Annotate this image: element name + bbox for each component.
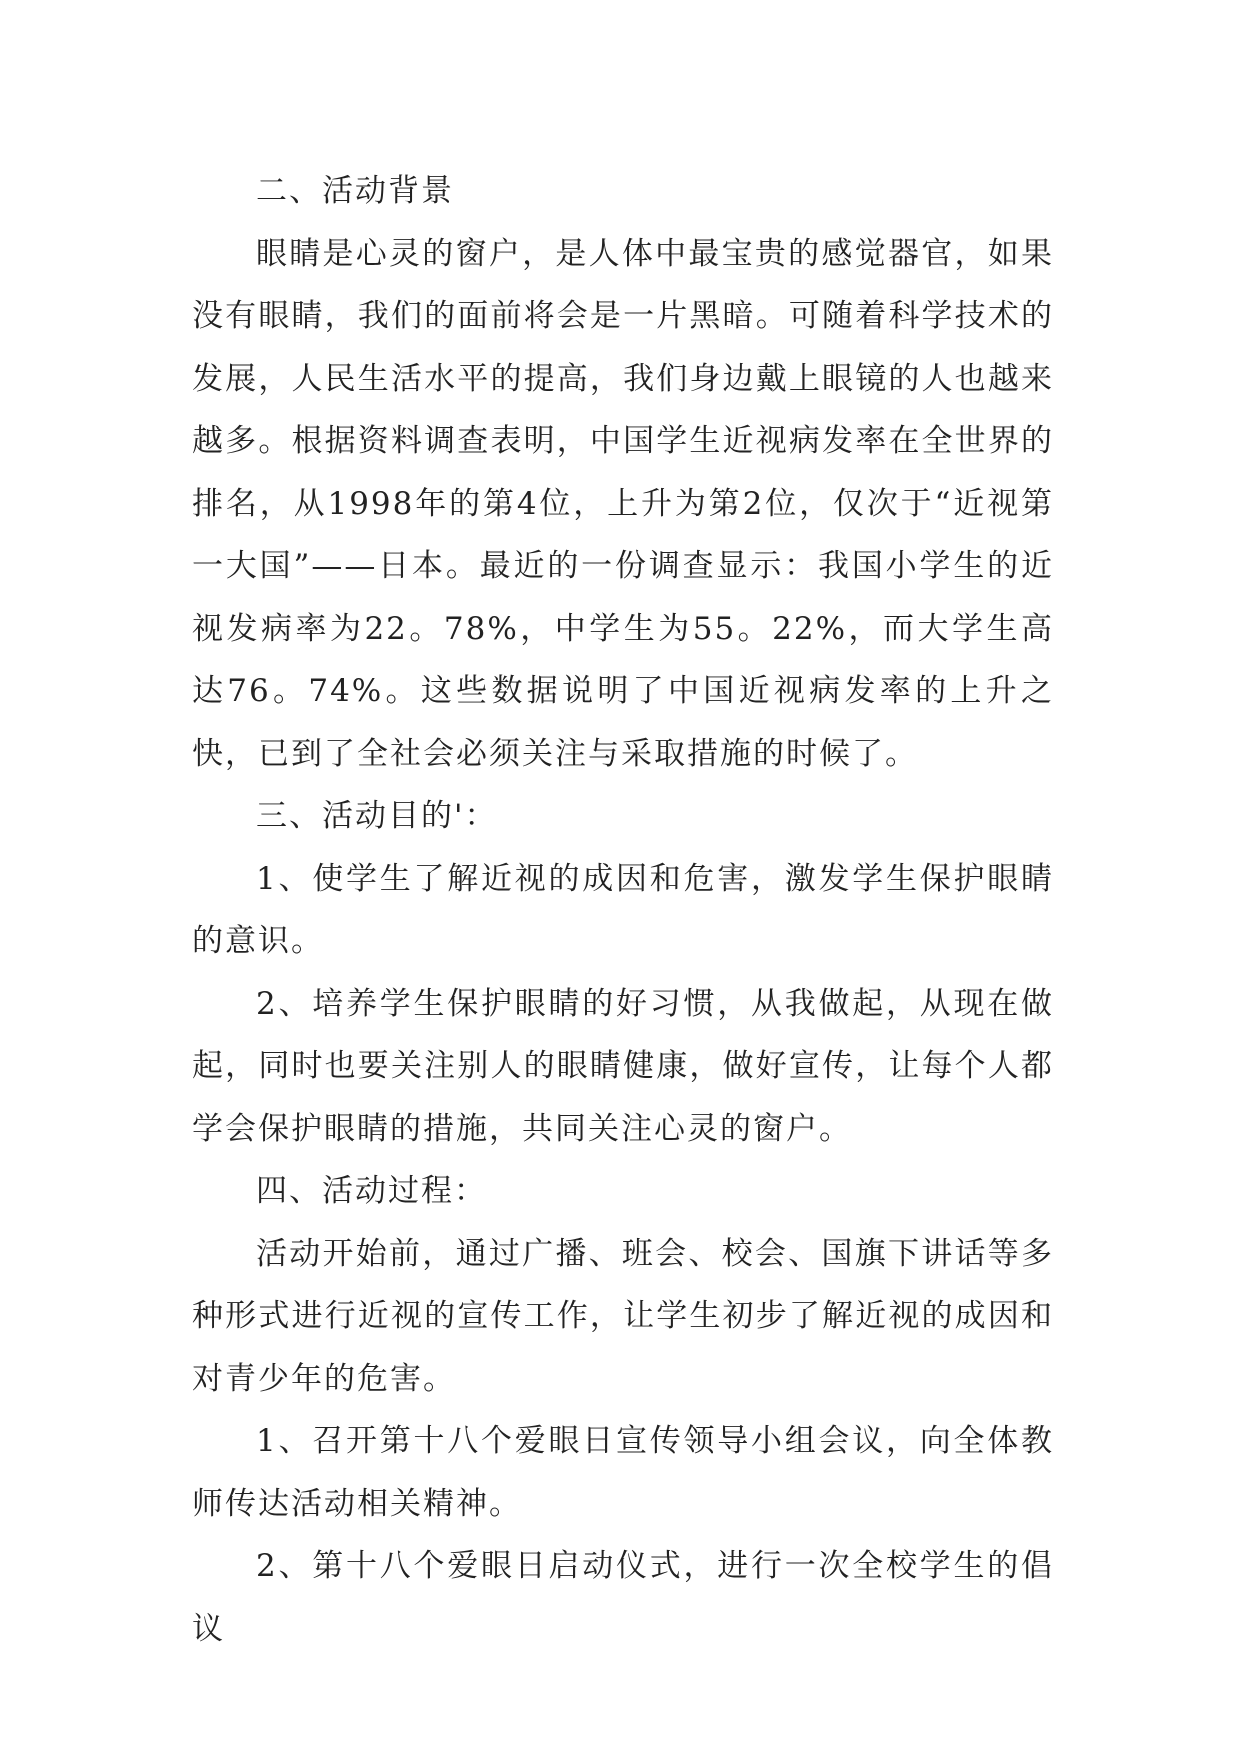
paragraph-purpose-1: 1、使学生了解近视的成因和危害，激发学生保护眼睛的意识。 [192, 860, 1054, 959]
heading-activity-purpose: 三、活动目的'： [256, 798, 498, 834]
paragraph-process-1: 1、召开第十八个爱眼日宣传领导小组会议，向全体教师传达活动相关精神。 [192, 1423, 1054, 1522]
heading-activity-process: 四、活动过程： [256, 1173, 487, 1209]
paragraph-process-2: 2、第十八个爱眼日启动仪式，进行一次全校学生的倡议 [192, 1548, 1054, 1647]
paragraph-purpose-2: 2、培养学生保护眼睛的好习惯，从我做起，从现在做起，同时也要关注别人的眼睛健康，做好宣传，让每个人都学会保护眼睛的措施，共同关注心灵的窗户。 [192, 985, 1054, 1147]
document-body [192, 160, 1054, 1660]
paragraph-background-text: 眼睛是心灵的窗户，是人体中最宝贵的感觉器官，如果没有眼睛，我们的面前将会是一片黑暗。可随着科学技术的发展，人民生活水平的提高，我们身边戴上眼镜的人也越来越多。根据资料调查表明，中国学生近视病发率在全世界的排名，从1998年的第4位，上升为第2位，仅次于“近视第一大国”——日本。最近的一份调查显示：我国小学生的近视发病率为22。78%，中学生为55。22%，而大学生高达76。74%。这些数据说明了中国近视病发率的上升之快，已到了全社会必须关注与采取措施的时候了。 [192, 235, 1054, 772]
paragraph-process-intro: 活动开始前，通过广播、班会、校会、国旗下讲话等多种形式进行近视的宣传工作，让学生初步了解近视的成因和对青少年的危害。 [192, 1235, 1054, 1397]
heading-activity-background: 二、活动背景 [256, 173, 454, 209]
